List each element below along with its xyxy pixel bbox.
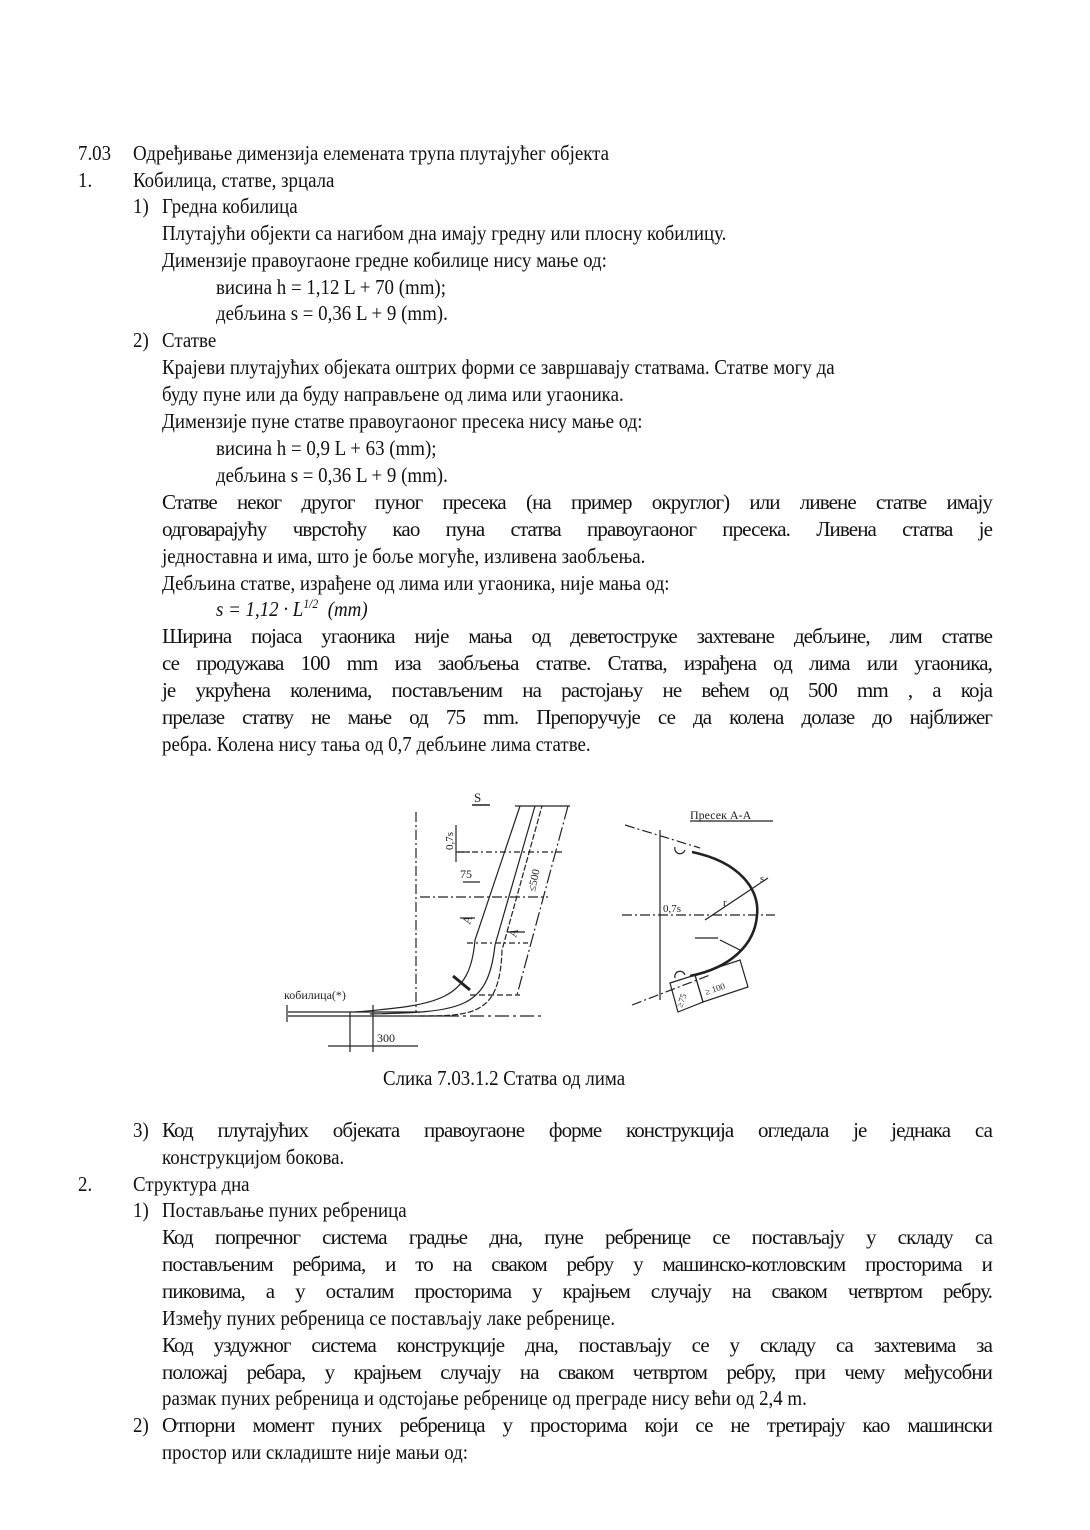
item1-sub2-number: 2) [133,328,149,352]
stem-figure [270,790,800,1060]
paragraph-line: Код уздужног система конструкције дна, постављају се у складу са захтевима за [162,1333,992,1357]
paragraph-line: Између пуних ребреница се постављају лаке ребренице. [162,1306,616,1330]
paragraph-line: Димензије правоугаоне гредне кобилице нису мање од: [162,248,607,272]
label-300: 300 [377,1031,395,1045]
sec-notch [675,847,685,854]
paragraph-line: размак пуних ребреница и одстојање ребренице од преграде нису већи од 2,4 m. [162,1386,807,1410]
formula-suffix: (mm) [318,597,368,621]
paragraph-line: Код плутајућих објеката правоугаоне форме конструкција огледала је једнака са [162,1118,992,1142]
sec-upper-dashdot [625,825,700,848]
sec-label-75: ≥75 [674,992,689,1009]
paragraph-line: једноставна и има, што је боље могуће, изливена заобљења. [162,544,646,568]
item1-sub3-number: 3) [133,1118,149,1142]
paragraph-line: буду пуне или да буду направљене од лима или угаоника. [162,382,624,406]
sec-label-100: ≥ 100 [703,980,727,997]
label-500: ≤500 [526,868,543,893]
paragraph-line: пиковима, а у осталим просторима у крајњем случају на сваком четвртом ребру. [162,1279,992,1303]
formula-line: дебљина s = 0,36 L + 9 (mm). [216,301,448,325]
section-title: Одређивање димензија елемената трупа плутајућег објекта [133,141,610,165]
section-number: 7.03 [78,141,112,165]
item2-sub2-number: 2) [133,1413,149,1437]
paragraph-line: постављеним ребрима, и то на сваком ребру у машинско-котловским просторима и [162,1252,992,1276]
paragraph-line: Отпорни момент пуних ребреница у просторима који се не третирају као машински [162,1413,992,1437]
formula-line: дебљина s = 0,36 L + 9 (mm). [216,463,448,487]
item1-sub1-title: Гредна кобилица [162,194,298,218]
paragraph-line: Дебљина статве, израђене од лима или угаоника, није мања од: [162,571,670,595]
paragraph-line: положај ребара, у крајњем случају на сваком четвртом ребру, при чему међусобни [162,1360,992,1384]
paragraph-line: Димензије пуне статве правоугаоног пресека нису мање од: [162,409,643,433]
paragraph-line: Код попречног система градње дна, пуне ребренице се постављају у складу са [162,1225,992,1249]
item2-number: 2. [78,1172,93,1196]
item1-number: 1. [78,168,93,192]
sec-label-r: r [723,897,727,909]
label-75: 75 [460,867,472,881]
item2-sub1-title: Постављање пуних ребреница [162,1198,407,1222]
paragraph-line: одговарајућу чврстоћу као пуна статва правоугаоног пресека. Ливена статва је [162,517,992,541]
knee-stub [453,976,470,990]
paragraph-line: ребра. Колена нису тања од 0,7 дебљине лима статве. [162,732,591,756]
formula-italic [216,596,368,623]
paragraph-line: Статве неког другог пуног пресека (на пример округлог) или ливене статве имају [162,490,992,514]
item1-sub1-number: 1) [133,194,149,218]
formula-prefix: s = 1,12 · L [216,597,304,621]
paragraph-line: конструкцијом бокова. [162,1145,345,1169]
stem-plate-dashed [420,806,542,1016]
formula-exponent: 1/2 [303,596,319,611]
paragraph-line: је укрућена коленима, постављеним на растојању не већем од 500 mm , а која [162,678,992,702]
label-s: S [474,790,482,805]
paragraph-line: Плутајући објекти са нагибом дна имају гредну или плосну кобилицу. [162,221,727,245]
sec-radius-line [705,878,768,920]
item2-sub1-number: 1) [133,1198,149,1222]
label-07s: 0,7s [444,831,456,850]
item1-sub2-title: Статве [162,328,217,352]
sec-label-07s: 0,7s [663,903,682,915]
label-marker-a: A [505,926,522,939]
sec-stem-curve [690,852,757,976]
paragraph-line: Крајеви плутајућих објеката оштрих форми се завршавају статвама. Статве могу да [162,355,835,379]
sec-notch [675,971,685,978]
paragraph-line: Ширина појаса угаоника није мања од деветоструке захтеване дебљине, лим статве [162,624,992,648]
paragraph-line: прелазе статву не мање од 75 mm. Препоручује се да колена долазе до најближег [162,705,992,729]
sec-weld-leader [720,940,740,950]
sec-label-s: s [760,873,765,885]
item1-title: Кобилица, статве, зрцала [133,168,335,192]
formula-line: висина h = 1,12 L + 70 (mm); [216,275,446,299]
formula-line: висина h = 0,9 L + 63 (mm); [216,436,437,460]
paragraph-line: простор или складиште није мањи од: [162,1440,469,1464]
section-title: Пресек А-А [690,808,752,822]
paragraph-line: се продужава 100 mm иза заобљења статве. Статва, израђена од лима или угаоника, [162,651,992,675]
stem-plate-outer [355,806,520,1012]
label-keel: кобилица(*) [284,988,346,1002]
label-marker-a: A [459,913,476,926]
item2-title: Структура дна [133,1172,250,1196]
sec-lower-dashdot [632,975,710,1005]
figure-caption: Слика 7.03.1.2 Статва од лима [383,1066,626,1090]
bracket-edge [517,806,568,995]
